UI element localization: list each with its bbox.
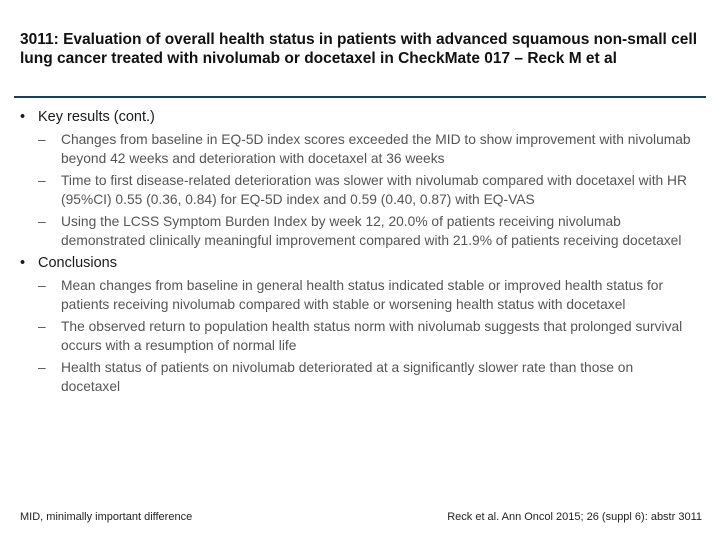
list-item bbox=[38, 213, 708, 250]
list-item-text: Using the LCSS Symptom Burden Index by week 12, 20.0% of patients receiving nivolumab demonstrated clinically meaningful improvement compared with 21.9% of patients receiving docetaxel bbox=[61, 214, 682, 248]
citation: Reck et al. Ann Oncol 2015; 26 (suppl 6): abstr 3011 bbox=[447, 511, 702, 523]
dash-marker: – bbox=[38, 278, 46, 293]
section-heading-text: Conclusions bbox=[38, 255, 117, 271]
bullet-marker: • bbox=[20, 255, 26, 271]
list-item-text: The observed return to population health status norm with nivolumab suggests that prolonged survival occurs with a resumption of normal life bbox=[61, 319, 683, 353]
list-item bbox=[38, 277, 708, 314]
list-item bbox=[38, 318, 708, 355]
list-item-text: Health status of patients on nivolumab deteriorated at a significantly slower rate than those on docetaxel bbox=[61, 360, 634, 394]
dash-marker: – bbox=[38, 132, 46, 147]
dash-marker: – bbox=[38, 214, 46, 229]
slide-title: 3011: Evaluation of overall health status in patients with advanced squamous non-small cell lung cancer treated with nivolumab or docetaxel in CheckMate 017 – Reck M et al bbox=[20, 31, 698, 67]
list-item bbox=[38, 172, 708, 209]
slide-body bbox=[20, 108, 708, 400]
bullet-marker: • bbox=[20, 109, 26, 125]
section-heading-key-results bbox=[20, 108, 708, 127]
section-heading-conclusions bbox=[20, 254, 708, 273]
dash-marker: – bbox=[38, 173, 46, 188]
list-item bbox=[38, 131, 708, 168]
dash-marker: – bbox=[38, 319, 46, 334]
list-item bbox=[38, 359, 708, 396]
list-item-text: Time to first disease-related deterioration was slower with nivolumab compared with docetaxel with HR (95%CI) 0.55 (0.36, 0.84) for EQ-5D index and 0.59 (0.40, 0.87) with EQ-VAS bbox=[61, 173, 687, 207]
footnote: MID, minimally important difference bbox=[20, 511, 193, 523]
list-item-text: Changes from baseline in EQ-5D index scores exceeded the MID to show improvement with nivolumab beyond 42 weeks and deterioration with docetaxel at 36 weeks bbox=[61, 132, 691, 166]
section-heading-text: Key results (cont.) bbox=[38, 109, 155, 125]
dash-marker: – bbox=[38, 360, 46, 375]
list-item-text: Mean changes from baseline in general health status indicated stable or improved health status for patients receiving nivolumab compared with stable or worsening health status with docetaxel bbox=[61, 278, 664, 312]
title-divider bbox=[14, 96, 706, 98]
